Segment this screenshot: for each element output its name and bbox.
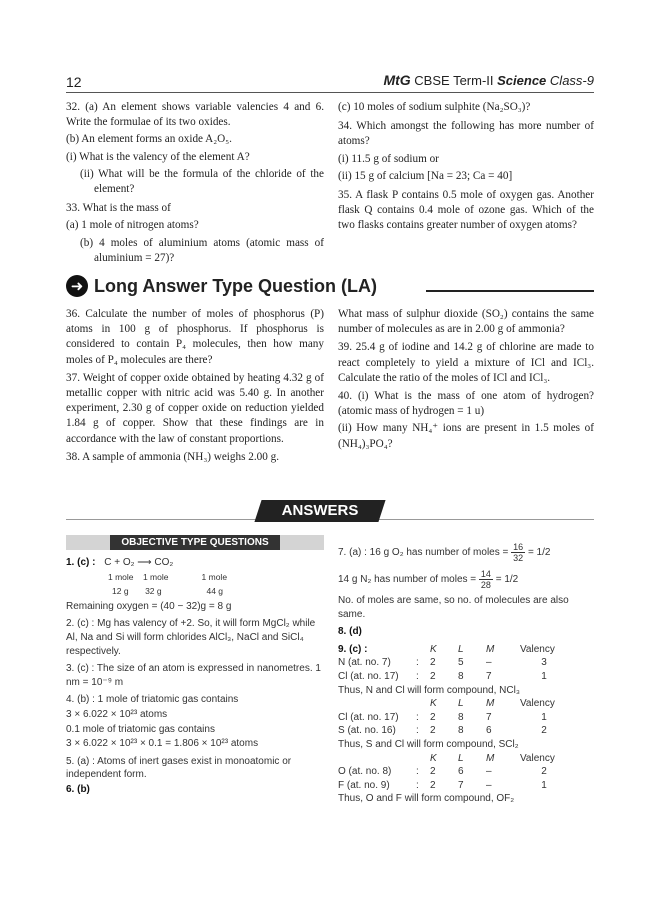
ans1-label: 1. (c) : xyxy=(66,557,96,568)
table-row: Cl (at. no. 17) : 2 8 7 1 xyxy=(338,711,547,723)
q33a: (a) 1 mole of nitrogen atoms? xyxy=(66,219,199,232)
ans7-line2: 14 g N₂ has number of moles = xyxy=(338,574,477,585)
ans9-label: 9. (c) : xyxy=(338,643,368,655)
ans7-fraction2: $\frac{14}{28}$ xyxy=(480,568,491,590)
ans1-moles: 1 mole 1 mole 1 mole xyxy=(108,571,228,582)
la-title: Long Answer Type Question (LA) xyxy=(94,276,377,296)
ans7-fraction1: $\frac{16}{32}$ xyxy=(513,541,524,563)
answers-right xyxy=(338,540,594,806)
table-note: Thus, S and Cl will form compound, SCl₂ xyxy=(338,738,519,750)
q34: 34. Which amongst the following has more number of atoms? xyxy=(338,120,594,148)
q33b: (b) 4 moles of aluminium atoms (atomic mass of aluminium = 27)? xyxy=(80,236,324,264)
ans5: 5. (a) : Atoms of inert gases exist in monoatomic or independent form. xyxy=(66,755,292,781)
ans7-line3: No. of moles are same, so no. of molecules are also same. xyxy=(338,595,569,620)
q40-i: 40. (i) What is the mass of one atom of hydrogen? (atomic mass of hydrogen = 1 u) xyxy=(338,390,594,418)
q36: 36. Calculate the number of moles of phosphorus (P) atoms in 100 g of phosphorus. If phosphorus is considered to contain P₄ molecules, then how many moles of P₄ molecules are there? xyxy=(66,308,324,366)
q39: 39. 25.4 g of iodine and 14.2 g of chlorine are made to react completely to yield a mixture of ICl and ICl₃. Calculate the ratio of the moles of ICl and ICl₃. xyxy=(338,341,594,384)
q34-i: (i) 11.5 g of sodium or xyxy=(338,152,439,165)
ans8: 8. (d) xyxy=(338,626,362,638)
table-row: K L M Valency xyxy=(430,698,555,710)
table-note: Thus, N and Cl will form compound, NCl₃ xyxy=(338,684,520,696)
objective-title: OBJECTIVE TYPE QUESTIONS xyxy=(110,535,280,550)
ans7-result2: = 1/2 xyxy=(495,574,519,585)
table-row: S (at. no. 16) : 2 8 6 2 xyxy=(338,725,547,737)
ans1-remaining: Remaining oxygen = (40 − 32)g = 8 g xyxy=(66,600,232,612)
left-column-mid xyxy=(66,307,324,467)
q37: 37. Weight of copper oxide obtained by heating 4.32 g of metallic copper with nitric acid was 5.40 g. In another experiment, 2.30 g of copper oxide on reduction yielded 1.84 g of copper. Show that these findings are in accordance with the law of constant proportions. xyxy=(66,371,324,445)
ans4-line2: 3 × 6.022 × 10²³ atoms xyxy=(66,708,168,720)
brand-logo: MtG xyxy=(383,72,411,88)
table-row: K L M Valency xyxy=(430,752,555,764)
ans7-result1: = 1/2 xyxy=(527,547,551,558)
ans3: 3. (c) : The size of an atom is expressed in nanometres. 1 nm = 10⁻⁹ m xyxy=(66,663,321,688)
q35: 35. A flask P contains 0.5 mole of oxygen gas. Another flask Q contains 0.4 mole of ozone gas. Which of the two flasks contains greater number of oxygen atoms? xyxy=(338,189,594,232)
arrow-circle-icon: ➜ xyxy=(66,275,88,297)
table-row: N (at. no. 7) : 2 5 – 3 xyxy=(338,657,547,669)
la-heading-rule xyxy=(426,290,594,292)
q32b: (b) An element forms an oxide A₂O₅. xyxy=(66,133,232,146)
ans4-line3: 0.1 mole of triatomic gas contains xyxy=(66,723,215,735)
ans1-equation: C + O₂ ⟶ CO₂ xyxy=(104,557,174,568)
q38-cont: What mass of sulphur dioxide (SO₂) contains the same number of molecules as are in 2.00 g of ammonia? xyxy=(338,308,594,336)
q32b-ii: (ii) What will be the formula of the chloride of the element? xyxy=(80,167,324,196)
right-column-mid xyxy=(338,307,594,454)
left-column-top xyxy=(66,100,324,268)
header-title: CBSE Term-II xyxy=(414,73,494,88)
ans4-line4: 3 × 6.022 × 10²³ × 0.1 = 1.806 × 10²³ atoms xyxy=(66,738,259,750)
running-header xyxy=(383,72,594,88)
table-row: F (at. no. 9) : 2 7 – 1 xyxy=(338,779,547,791)
answers-title: ANSWERS xyxy=(281,502,359,519)
q32b-i: (i) What is the valency of the element A? xyxy=(66,150,250,163)
ans4-line1: 4. (b) : 1 mole of triatomic gas contains xyxy=(66,694,239,706)
q33c: (c) 10 moles of sodium sulphite (Na₂SO₃)? xyxy=(338,101,531,113)
ans1-mass: 12 g 32 g 44 g xyxy=(112,586,224,597)
ans9-table xyxy=(338,643,568,806)
ans6: 6. (b) xyxy=(66,783,90,795)
header-class: Class-9 xyxy=(549,73,594,88)
header-subject: Science xyxy=(497,73,547,88)
q34-ii: (ii) 15 g of calcium [Na = 23; Ca = 40] xyxy=(338,169,513,182)
table-row: O (at. no. 8) : 2 6 – 2 xyxy=(338,766,547,778)
page-number: 12 xyxy=(66,74,82,90)
q40-ii: (ii) How many NH₄⁺ ions are present in 1.5 moles of (NH₄)₃PO₄? xyxy=(338,422,594,450)
table-note: Thus, O and F will form compound, OF₂ xyxy=(338,793,515,805)
q32a: 32. (a) An element shows variable valencies 4 and 6. Write the formulae of its two oxides. xyxy=(66,101,324,129)
la-section-heading xyxy=(66,274,594,298)
q38: 38. A sample of ammonia (NH₃) weighs 2.00 g. xyxy=(66,450,280,463)
table-row: 9. (c) : K L M Valency xyxy=(338,643,555,655)
right-column-top xyxy=(338,100,594,236)
ans7-line1: 7. (a) : 16 g O₂ has number of moles = xyxy=(338,547,509,558)
q33: 33. What is the mass of xyxy=(66,202,171,215)
answers-left xyxy=(66,556,324,798)
ans2: 2. (c) : Mg has valency of +2. So, it will form MgCl₂ while Al, Na and Si will form chlorides AlCl₃, NaCl and SiCl₄ respectively. xyxy=(66,618,316,657)
table-row: Cl (at. no. 17) : 2 8 7 1 xyxy=(338,670,547,682)
header-rule xyxy=(66,92,594,93)
